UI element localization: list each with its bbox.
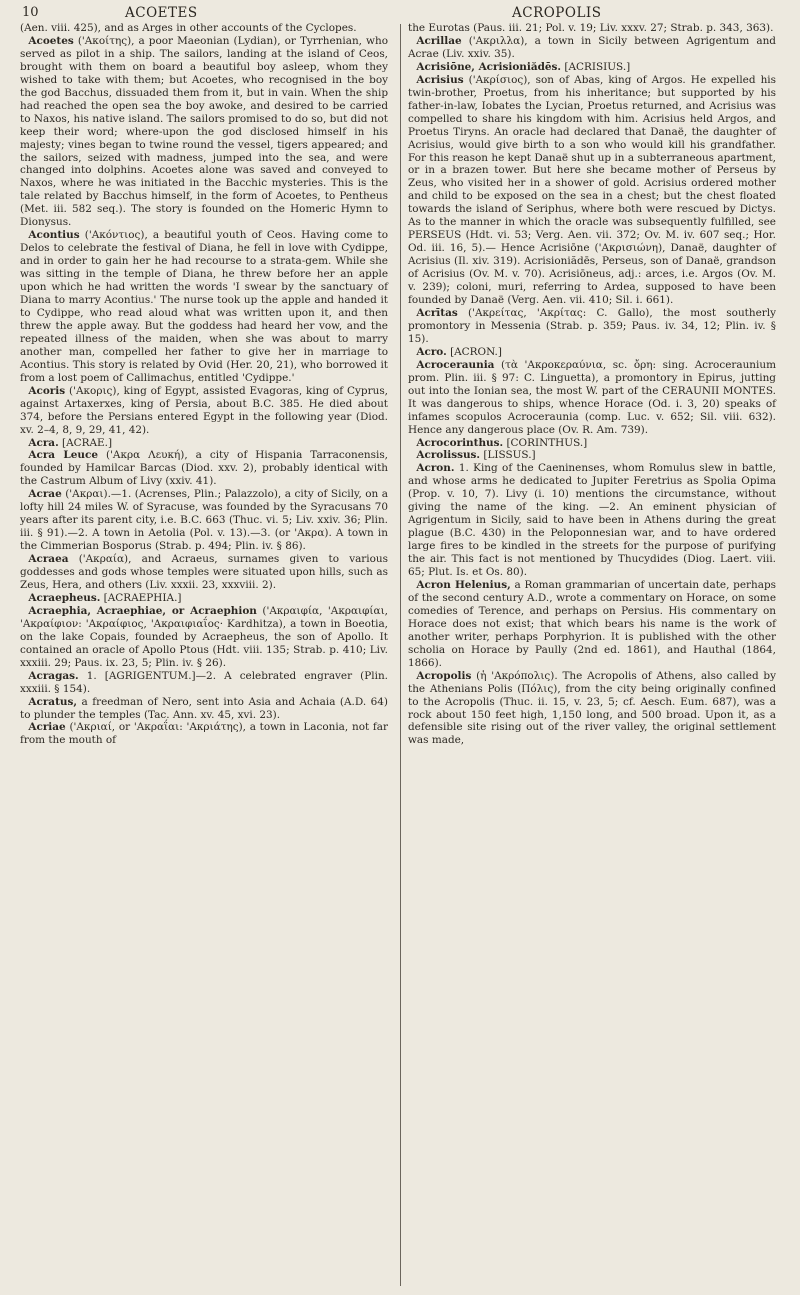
entry-text: [CORINTHUS.] (506, 436, 588, 449)
dictionary-entry (20, 385, 388, 437)
dictionary-entry (408, 462, 776, 579)
entry-headword: Acro. (416, 345, 447, 358)
entry-text: ('Ακόντιος), a beautiful youth of Ceos. Having come to Delos to celebrate the festival of Diana, he fell in love with Cydippe, and in order to gain her he had recourse to a strata-gem. While she was sitting in the temple of Diana, he threw before her an apple upon which he had written the words 'I swear by the sanctuary of Diana to marry Acontius.' The nurse took up the apple and handed it to Cydippe, who read aloud what was written upon it, and then threw the apple away. But the goddess had heard her vow, and the repeated illness of the maiden, when she was about to marry another man, compelled her father to give her in marriage to Acontius. This story is related by Ovid (Her. 20, 21), who borrowed it from a lost poem of Callimachus, entitled 'Cydippe.' (20, 229, 388, 384)
dictionary-entry (20, 35, 388, 229)
entry-headword: Acra. (28, 436, 59, 449)
entry-headword: Acoetes (28, 34, 74, 47)
entry-text: ('Ακραία), and Acraeus, surnames given to various goddesses and gods whose temples were situated upon hills, such as Zeus, Hera, and others (Liv. xxxii. 23, xxxviii. 2). (20, 553, 388, 591)
page-number: 10 (22, 5, 39, 20)
dictionary-entry (408, 35, 776, 61)
dictionary-entry (408, 359, 776, 437)
dictionary-entry (20, 229, 388, 384)
entry-headword: Acoris (28, 384, 66, 397)
entry-headword: Acraepheus. (28, 591, 101, 604)
entry-text: ('Ακρίσιος), son of Abas, king of Argos. He expelled his twin-brother, Proetus, from his inheritance; but supported by his father-in-law, Iobates the Lycian, Proetus returned, and Acrisius was compelled to share his kingdom with him. Acrisius held Argos, and Proetus Tiryns. An oracle had declared that Danaë, the daughter of Acrisius, would give birth to a son who would kill his grandfather. For this reason he kept Danaë shut up in a subterraneous apartment, or in a brazen tower. But here she became mother of Perseus by Zeus, who visited her in a shower of gold. Acrisius ordered mother and child to be exposed on the sea in a chest; but the chest floated towards the island of Seriphus, where both were rescued by Dictys. As to the manner in which the oracle was subsequently fulfilled, see PERSEUS (Hdt. vi. 53; Verg. Aen. vii. 372; Ov. M. iv. 607 seq.; Hor. Od. iii. 16, 5).— Hence Acrisiōne ('Ακρισιώνη), Danaë, daughter of Acrisius (Il. xiv. 319). Acrisioniădēs, Perseus, son of Danaë, grandson of Acrisius (Ov. M. v. 70). Acrisiōneus, adj.: arces, i.e. Argos (Ov. M. v. 239); coloni, muri, referring to Ardea, supposed to have been founded by Danaë (Verg. Aen. vii. 410; Sil. i. 661). (408, 73, 776, 307)
dictionary-entry (20, 22, 388, 35)
dictionary-entry (408, 346, 776, 359)
entry-headword: Acraea (28, 553, 69, 566)
dictionary-entry (20, 437, 388, 450)
dictionary-entry (20, 721, 388, 747)
entry-headword: Acrae (28, 488, 62, 501)
dictionary-entry (408, 437, 776, 450)
entry-text: ('Ακρα Λευκή), a city of Hispania Tarraconensis, founded by Hamilcar Barcas (Diod. xxv. 2), probably identical with the Castrum Album of Livy (xxiv. 41). (20, 449, 388, 488)
entry-headword: Acrolissus. (416, 449, 481, 462)
entry-headword: Acrocorinthus. (416, 436, 504, 449)
entry-text: (ἡ 'Ακρόπολις). The Acropolis of Athens, also called by the Athenians Polis (Πόλις), from the city being originally confined to the Acropolis (Thuc. ii. 15, v. 23, 5; cf. Aesch. Eum. 687), was a rock about 150 feet high, 1,150 long, and 500 broad. Upon it, as a defensible site rising out of the river valley, the original settlement was made, (408, 669, 776, 747)
entry-headword: Acontius (28, 229, 80, 242)
entry-text: [ACRAEPHIA.] (103, 591, 182, 604)
dictionary-entry (408, 449, 776, 462)
dictionary-entry (20, 605, 388, 670)
entry-headword: Acrillae (416, 34, 462, 47)
dictionary-entry (20, 449, 388, 488)
dictionary-entry (408, 579, 776, 670)
page-header (0, 2, 800, 24)
entry-headword: Acrisiōne, Acrisioniădēs. (416, 60, 562, 73)
entry-headword: Acropolis (416, 669, 472, 682)
dictionary-entry (408, 670, 776, 748)
entry-text: ('Ακριλλα), a town in Sicily between Agrigentum and Acrae (Liv. xxiv. 35). (408, 34, 776, 60)
entry-headword: Acratus, (28, 695, 77, 708)
left-column (20, 22, 388, 747)
entry-text: [ACRISIUS.] (564, 60, 631, 73)
entry-text: (τὰ 'Ακροκεραύνια, sc. ὄρη: sing. Acroceraunium prom. Plin. iii. § 97: C. Linguetta), a promontory in Epirus, jutting out into the Ionian sea, the most W. part of the CERAUNII MONTES. It was dangerous to ships, whence Horace (Od. i. 3, 20) speaks of infames scopulos Acroceraunia (comp. Luc. v. 652; Sil. viii. 632). Hence any dangerous place (Ov. R. Am. 739). (408, 358, 776, 436)
entry-text: ('Ακριαί, or 'Ακραΐαι: 'Ακριάτης), a town in Laconia, not far from the mouth of (20, 721, 388, 747)
dictionary-entry (20, 553, 388, 592)
running-head-right: ACROPOLIS (512, 5, 602, 21)
entry-text: ('Ακραι).—1. (Acrenses, Plin.; Palazzolo), a city of Sicily, on a lofty hill 24 miles W. of Syracuse, was founded by the Syracusans 70 years after its parent city, i.e. B.C. 663 (Thuc. vi. 5; Liv. xxiv. 36; Plin. iii. § 91).—2. A town in Aetolia (Pol. v. 13).—3. (or 'Ακρα). A town in the Cimmerian Bosporus (Strab. p. 494; Plin. iv. § 86). (20, 488, 388, 553)
entry-headword: Acragas. (28, 669, 79, 682)
dictionary-entry (20, 488, 388, 553)
entry-headword: Acroceraunia (416, 358, 495, 371)
entry-text: the Eurotas (Paus. iii. 21; Pol. v. 19; Liv. xxxv. 27; Strab. p. 343, 363). (408, 22, 774, 34)
dictionary-entry (408, 307, 776, 346)
entry-text: ('Ακρείτας, 'Ακρίτας: C. Gallo), the most southerly promontory in Messenia (Strab. p. 359; Paus. iv. 34, 12; Plin. iv. § 15). (408, 306, 776, 345)
dictionary-entry (408, 22, 776, 35)
dictionary-entry (408, 61, 776, 74)
entry-text: [ACRON.] (450, 345, 502, 358)
dictionary-entry (20, 670, 388, 696)
dictionary-entry (20, 696, 388, 722)
entry-text: [ACRAE.] (62, 436, 113, 449)
entry-text: 1. King of the Caeninenses, whom Romulus slew in battle, and whose arms he dedicated to Jupiter Feretrius as Spolia Opima (Prop. v. 10, 7). Livy (i. 10) mentions the circumstance, without giving the name of the king. —2. An eminent physician of Agrigentum in Sicily, said to have been in Athens during the great plague (B.C. 430) in the Peloponnesian war, and to have ordered large fires to be kindled in the streets for the purpose of purifying the air. This fact is not mentioned by Thucydides (Diog. Laert. viii. 65; Plut. Is. et Os. 80). (408, 462, 776, 579)
dictionary-entry (408, 74, 776, 307)
running-head-left: ACOETES (125, 5, 198, 21)
right-column (408, 22, 776, 747)
entry-text: (Aen. viii. 425), and as Arges in other accounts of the Cyclopes. (20, 22, 357, 34)
entry-text: ('Ακοίτης), a poor Maeonian (Lydian), or Tyrrhenian, who served as pilot in a ship. The sailors, landing at the island of Ceos, brought with them on board a beautiful boy asleep, whom they wished to take with them; but Acoetes, who recognised in the boy the god Bacchus, dissuaded them from it, but in vain. When the ship had reached the open sea the boy awoke, and desired to be carried to Naxos, his native island. The sailors promised to do so, but did not keep their word; where-upon the god disclosed himself in his majesty; vines began to twine round the vessel, tigers appeared; and the sailors, seized with madness, jumped into the sea, and were changed into dolphins. Acoetes alone was saved and conveyed to Naxos, where he was initiated in the Bacchic mysteries. This is the tale related by Bacchus himself, in the form of Acoetes, to Pentheus (Met. iii. 582 seq.). The story is founded on the Homeric Hymn to Dionysus. (20, 34, 388, 229)
entry-headword: Acraephia, Acraephiae, or Acraephion (28, 604, 257, 617)
entry-headword: Acron. (416, 462, 455, 475)
entry-headword: Acron Helenius, (416, 578, 511, 591)
entry-text: ('Ακραιφία, 'Ακραιφίαι, 'Ακραίφιον: 'Ακραίφιος, 'Ακραιφιαΐος· Kardhitza), a town in Boeotia, on the lake Copais, founded by Acraepheus, the son of Apollo. It contained an oracle of Apollo Ptous (Hdt. viii. 135; Strab. p. 410; Liv. xxxiii. 29; Paus. ix. 23, 5; Plin. iv. § 26). (20, 604, 388, 669)
entry-text: ('Ακορις), king of Egypt, assisted Evagoras, king of Cyprus, against Artaxerxes, king of Persia, about B.C. 385. He died about 374, before the Persians entered Egypt in the following year (Diod. xv. 2–4, 8, 9, 29, 41, 42). (20, 384, 388, 436)
dictionary-entry (20, 592, 388, 605)
column-divider (400, 24, 401, 1286)
entry-headword: Acrisius (416, 73, 464, 86)
entry-headword: Acra Leuce (28, 449, 98, 462)
entry-headword: Acrītas (416, 306, 458, 319)
entry-text: a freedman of Nero, sent into Asia and Achaia (A.D. 64) to plunder the temples (Tac. Ann. xv. 45, xvi. 23). (20, 695, 388, 721)
entry-text: a Roman grammarian of uncertain date, perhaps of the second century A.D., wrote a commentary on Horace, on some comedies of Terence, and perhaps on Persius. His commentary on Horace does not exist; that which bears his name is the work of another writer, perhaps Porphyrion. It is published with the other scholia on Horace by Paully (2nd ed. 1861), and Hauthal (1864, 1866). (408, 578, 776, 669)
entry-text: 1. [AGRIGENTUM.]—2. A celebrated engraver (Plin. xxxiii. § 154). (20, 669, 388, 695)
entry-text: [LISSUS.] (483, 449, 536, 462)
entry-headword: Acriae (28, 721, 66, 734)
